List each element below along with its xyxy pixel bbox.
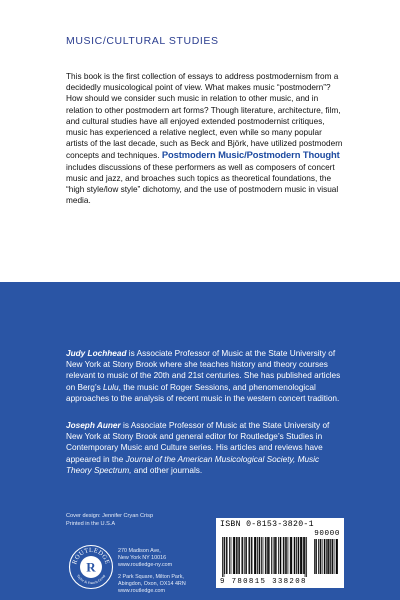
isbn-label: ISBN 0-8153-3820-1 (220, 520, 314, 529)
description-text-continued: includes discussions of these performers as well as composers of concert music and jazz, and broaches such topics as theoretical foundations, the “high style/low style” dichotomy, and the use of postmodern music in visual media. (66, 162, 339, 206)
address-line: New York NY 10016 (118, 555, 167, 562)
upper-panel (0, 0, 400, 282)
publisher-address (118, 548, 228, 595)
routledge-logo-icon (68, 544, 114, 590)
author-bio-lochhead (66, 348, 346, 404)
author-name-lochhead: Judy Lochhead (66, 349, 127, 358)
barcode-bars (222, 537, 338, 577)
description-text: This book is the first collection of essays to address postmodernism from a decidedly musicological point of view. What makes music “postmodern”? How should we consider such music in relation to other music, and in relation to other postmodern art forms? Though literature, architecture, film, and cultural studies have all enjoyed extended postmodernist critiques, music has experienced a relative neglect, even while so many popular artists of the last decade, such as Beck and Björk, have utilized postmodern concepts and techniques. (66, 72, 343, 161)
category-label: MUSIC/CULTURAL STUDIES (66, 35, 219, 47)
author-name-auner: Joseph Auner (66, 421, 121, 430)
barcode-digits: 9 780815 338208 (220, 578, 307, 586)
price-code: 90000 (314, 530, 340, 538)
bio-text-continued: and other journals. (131, 465, 203, 475)
logo-wordmark: ROUTLEDGE (71, 546, 111, 566)
lower-panel (0, 282, 400, 600)
book-title-inline: Postmodern Music/Postmodern Thought (161, 149, 340, 161)
address-line: 270 Madison Ave, (118, 548, 161, 554)
bio-italic-title: Lulu (103, 382, 119, 392)
isbn-barcode (216, 518, 344, 588)
logo-letter: R (86, 559, 96, 575)
address-line: www.routledge-ny.com (118, 562, 173, 569)
logo-subtext: Taylor & Francis Group (75, 573, 107, 586)
bio-text: is Associate Professor of Music at the State University of New York at Stony Brook where she teaches history and theory courses relevant to music of the 20th and 21st centuries. She has published articles on Berg’s (66, 349, 341, 392)
bio-italic-journals: Journal of the American Musicological Society, Music Theory Spectrum, (66, 454, 320, 475)
bio-text-continued: , the music of Roger Sessions, and phenomenological approaches to the analysis of recent music in the western concert tradition. (66, 382, 340, 403)
address-line: Abingdon, Oxon, OX14 4RN (118, 580, 186, 587)
author-bio-auner (66, 420, 346, 476)
cover-credits (66, 512, 153, 528)
book-description (66, 71, 343, 206)
address-line: www.routledge.com (118, 588, 166, 595)
cover-design-credit: Cover design: Jennifer Cryan Crisp (66, 513, 154, 519)
bio-text: is Associate Professor of Music at the State University of New York at Stony Brook and general editor for Routledge’s Studies in Contemporary Music and Culture series. His articles and reviews have appeared in the (66, 421, 330, 464)
printed-in-note: Printed in the U.S.A (66, 521, 116, 527)
address-line: 2 Park Square, Milton Park, (118, 573, 184, 580)
